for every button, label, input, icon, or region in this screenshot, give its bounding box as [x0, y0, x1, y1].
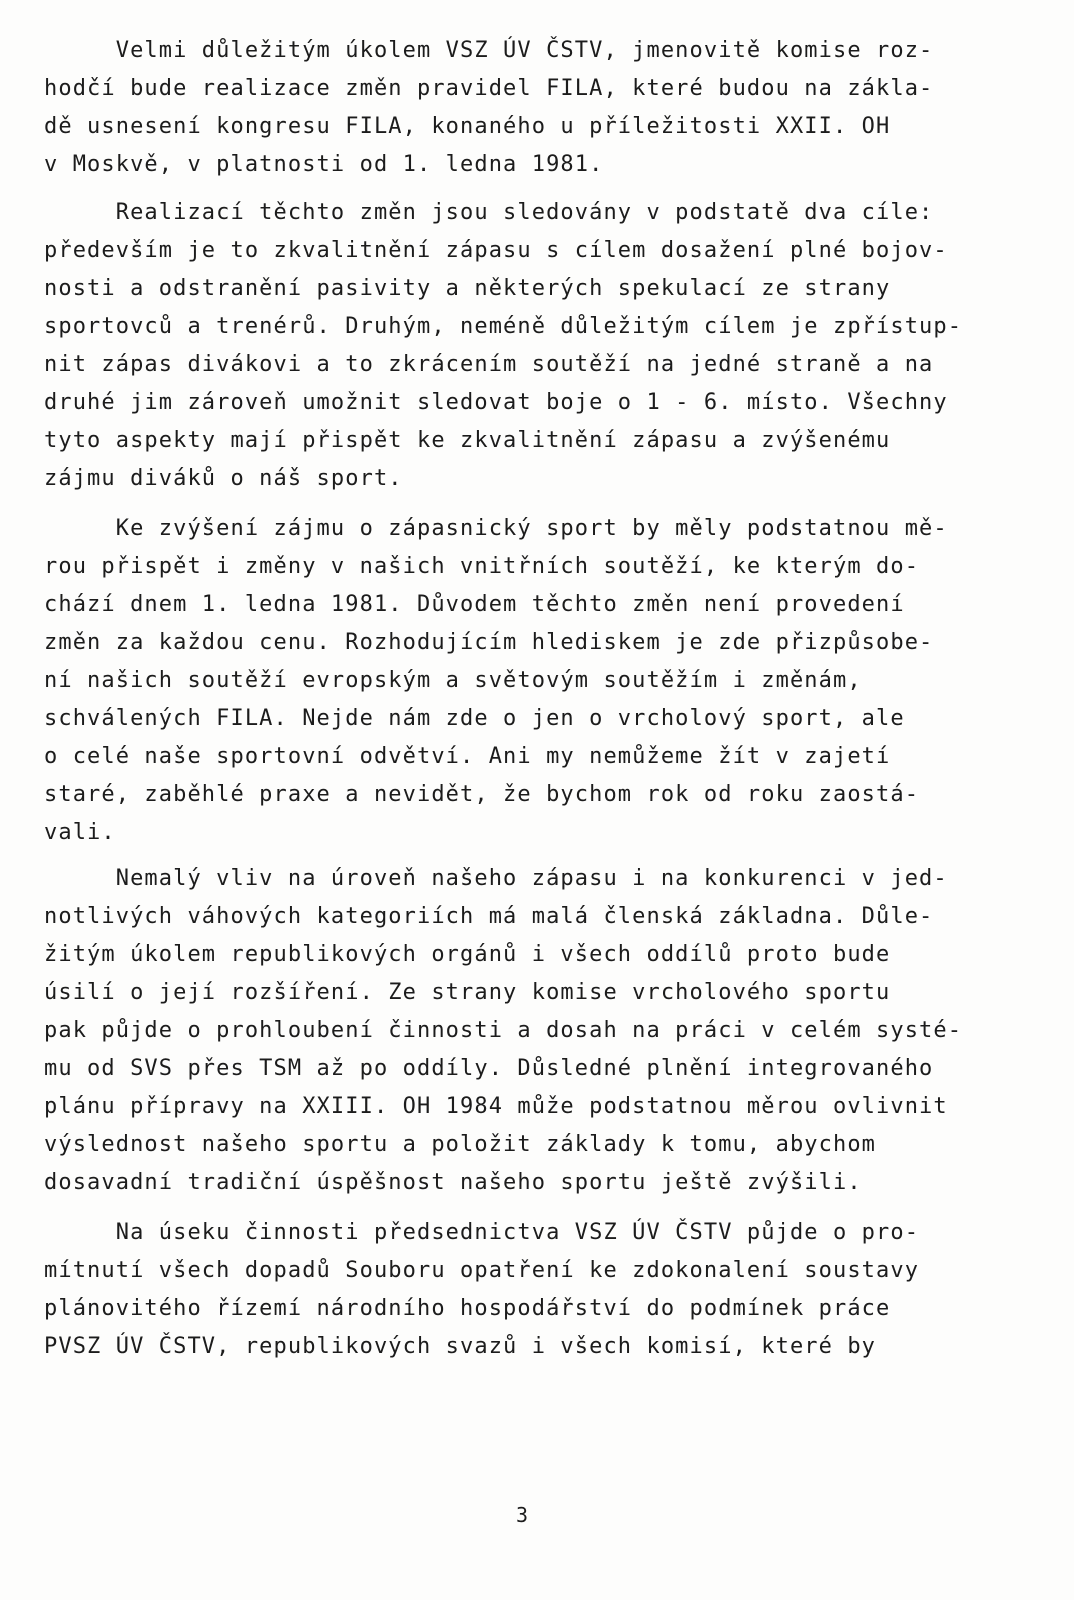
text-line: druhé jim zároveň umožnit sledovat boje o 1 - 6. místo. Všechny	[44, 390, 948, 415]
text-line: výslednost našeho sportu a položit základy k tomu, abychom	[44, 1132, 877, 1157]
text-line: pak půjde o prohloubení činnosti a dosah na práci v celém systé-	[44, 1018, 963, 1043]
page-number: 3	[516, 1503, 529, 1527]
text-line: Na úseku činnosti předsednictva VSZ ÚV ČSTV půjde o pro-	[44, 1220, 920, 1245]
text-line: Ke zvýšení zájmu o zápasnický sport by měly podstatnou mě-	[44, 516, 948, 541]
text-line: mu od SVS přes TSM až po oddíly. Důsledné plnění integrovaného	[44, 1056, 934, 1081]
text-line: Realizací těchto změn jsou sledovány v podstatě dva cíle:	[44, 200, 934, 225]
text-line: PVSZ ÚV ČSTV, republikových svazů i všech komisí, které by	[44, 1334, 877, 1359]
text-line: změn za každou cenu. Rozhodujícím hlediskem je zde přizpůsobe-	[44, 630, 934, 655]
text-line: hodčí bude realizace změn pravidel FILA, které budou na zákla-	[44, 76, 934, 101]
text-line: plánu přípravy na XXIII. OH 1984 může podstatnou měrou ovlivnit	[44, 1094, 948, 1119]
text-line: dě usnesení kongresu FILA, konaného u příležitosti XXII. OH	[44, 114, 891, 139]
text-line: Nemalý vliv na úroveň našeho zápasu i na konkurenci v jed-	[44, 866, 948, 891]
text-line: Velmi důležitým úkolem VSZ ÚV ČSTV, jmenovitě komise roz-	[44, 38, 934, 63]
text-line: ní našich soutěží evropským a světovým soutěžím i změnám,	[44, 668, 862, 693]
text-line: úsilí o její rozšíření. Ze strany komise vrcholového sportu	[44, 980, 891, 1005]
text-line: schválených FILA. Nejde nám zde o jen o vrcholový sport, ale	[44, 706, 905, 731]
text-line: v Moskvě, v platnosti od 1. ledna 1981.	[44, 152, 604, 177]
text-line: staré, zaběhlé praxe a nevidět, že bychom rok od roku zaostá-	[44, 782, 920, 807]
text-line: chází dnem 1. ledna 1981. Důvodem těchto změn není provedení	[44, 592, 905, 617]
text-line: sportovců a trenérů. Druhým, neméně důležitým cílem je zpřístup-	[44, 314, 963, 339]
text-line: žitým úkolem republikových orgánů i všech oddílů proto bude	[44, 942, 891, 967]
text-line: plánovitého řízemí národního hospodářství do podmínek práce	[44, 1296, 891, 1321]
text-line: zájmu diváků o náš sport.	[44, 466, 403, 491]
text-line: nit zápas divákovi a to zkrácením soutěží na jedné straně a na	[44, 352, 934, 377]
text-line: dosavadní tradiční úspěšnost našeho sportu ještě zvýšili.	[44, 1170, 862, 1195]
text-line: především je to zkvalitnění zápasu s cílem dosažení plné bojov-	[44, 238, 948, 263]
text-line: o celé naše sportovní odvětví. Ani my nemůžeme žít v zajetí	[44, 744, 891, 769]
text-line: vali.	[44, 820, 116, 845]
text-line: tyto aspekty mají přispět ke zkvalitnění zápasu a zvýšenému	[44, 428, 891, 453]
text-line: nosti a odstranění pasivity a některých spekulací ze strany	[44, 276, 891, 301]
text-line: mítnutí všech dopadů Souboru opatření ke zdokonalení soustavy	[44, 1258, 920, 1283]
text-line: notlivých váhových kategoriích má malá členská základna. Důle-	[44, 904, 934, 929]
text-line: rou přispět i změny v našich vnitřních soutěží, ke kterým do-	[44, 554, 920, 579]
